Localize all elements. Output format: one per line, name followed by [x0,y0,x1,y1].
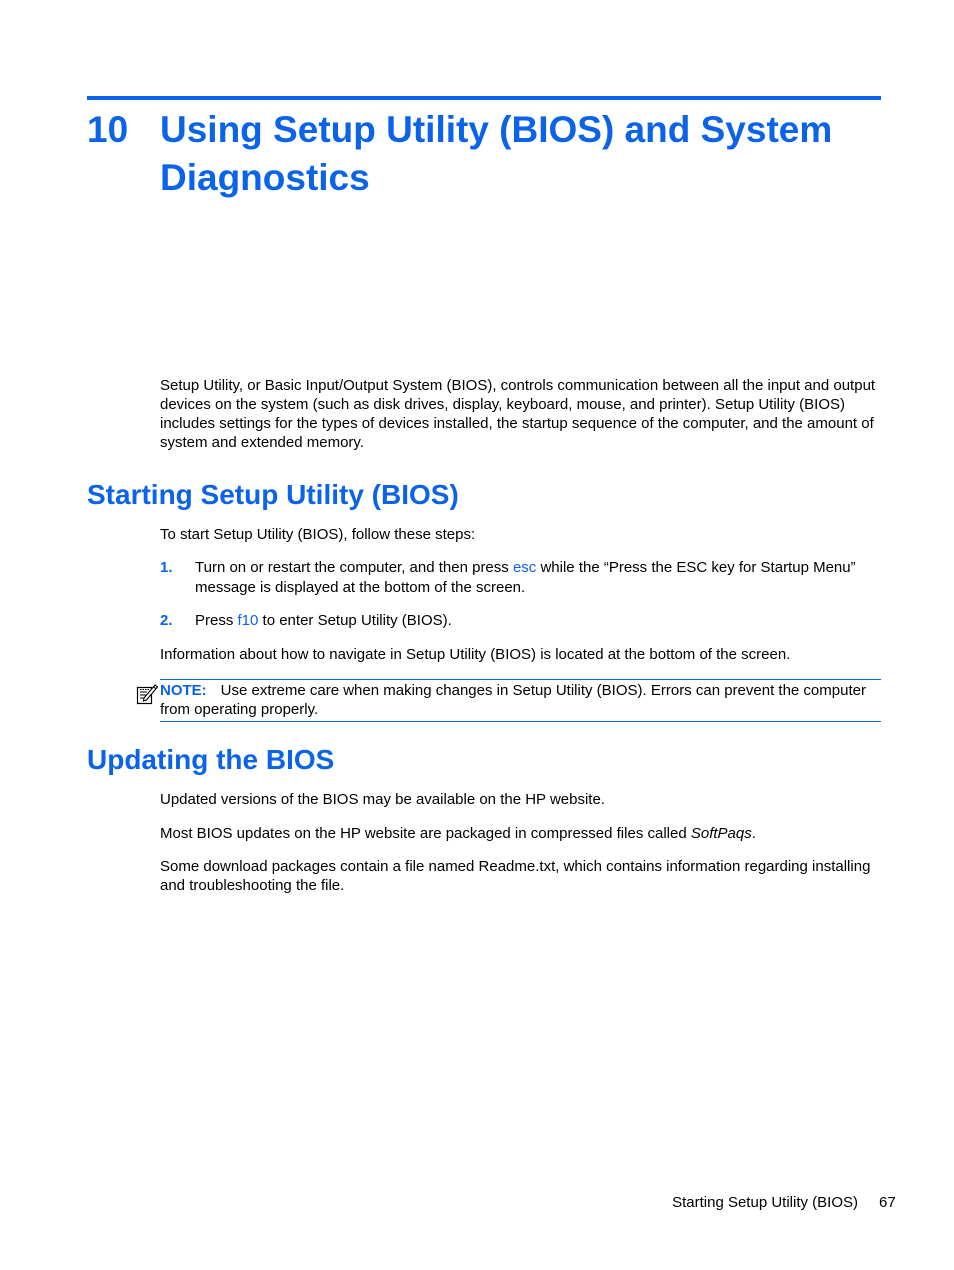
info-paragraph: Information about how to navigate in Setup Utility (BIOS) is located at the bottom of the screen. [160,646,791,663]
section-heading-starting: Starting Setup Utility (BIOS) [87,479,459,510]
note-icon [135,682,159,706]
step-number: 1. [160,559,173,576]
footer-page-number: 67 [879,1194,896,1211]
softpaqs-term: SoftPaqs [690,825,752,842]
step-number: 2. [160,612,173,629]
step-text-after: while the “Press the ESC key for Startup Menu” message is displayed at the bottom of the screen. [195,559,856,596]
footer-section-title: Starting Setup Utility (BIOS) [672,1194,858,1211]
key-f10: f10 [237,612,259,629]
note-box [160,679,881,722]
step-text-before: Turn on or restart the computer, and then press [195,559,513,576]
updating-paragraph-3: Some download packages contain a file named Readme.txt, which contains information regarding installing and troubleshooting the file. [160,858,871,894]
key-esc: esc [512,559,537,576]
p2-after: . [751,825,756,842]
steps-lead: To start Setup Utility (BIOS), follow these steps: [160,526,476,543]
updating-paragraph-2 [160,824,885,843]
chapter-title: Using Setup Utility (BIOS) and System Diagnostics [160,109,833,198]
chapter-rule [87,96,881,100]
step-text-after: to enter Setup Utility (BIOS). [258,612,452,629]
note-text [160,681,881,719]
p2-before: Most BIOS updates on the HP website are packaged in compressed files called [160,825,691,842]
section-heading-updating: Updating the BIOS [87,744,335,775]
step-text [195,558,885,598]
intro-paragraph: Setup Utility, or Basic Input/Output System (BIOS), controls communication between all the input and output devices on the system (such as disk drives, display, keyboard, mouse, and printer). Setup Utility (BIOS) includes settings for the types of devices installed, the startup sequence of the computer, and the amount of system and extended memory. [160,377,876,451]
step-text-before: Press [195,612,238,629]
note-body: Use extreme care when making changes in Setup Utility (BIOS). Errors can prevent the computer from operating properly. [160,682,866,718]
note-label: NOTE: [160,682,207,699]
step-text [195,611,885,631]
updating-paragraph-1: Updated versions of the BIOS may be available on the HP website. [160,791,605,808]
chapter-number: 10 [87,109,129,150]
